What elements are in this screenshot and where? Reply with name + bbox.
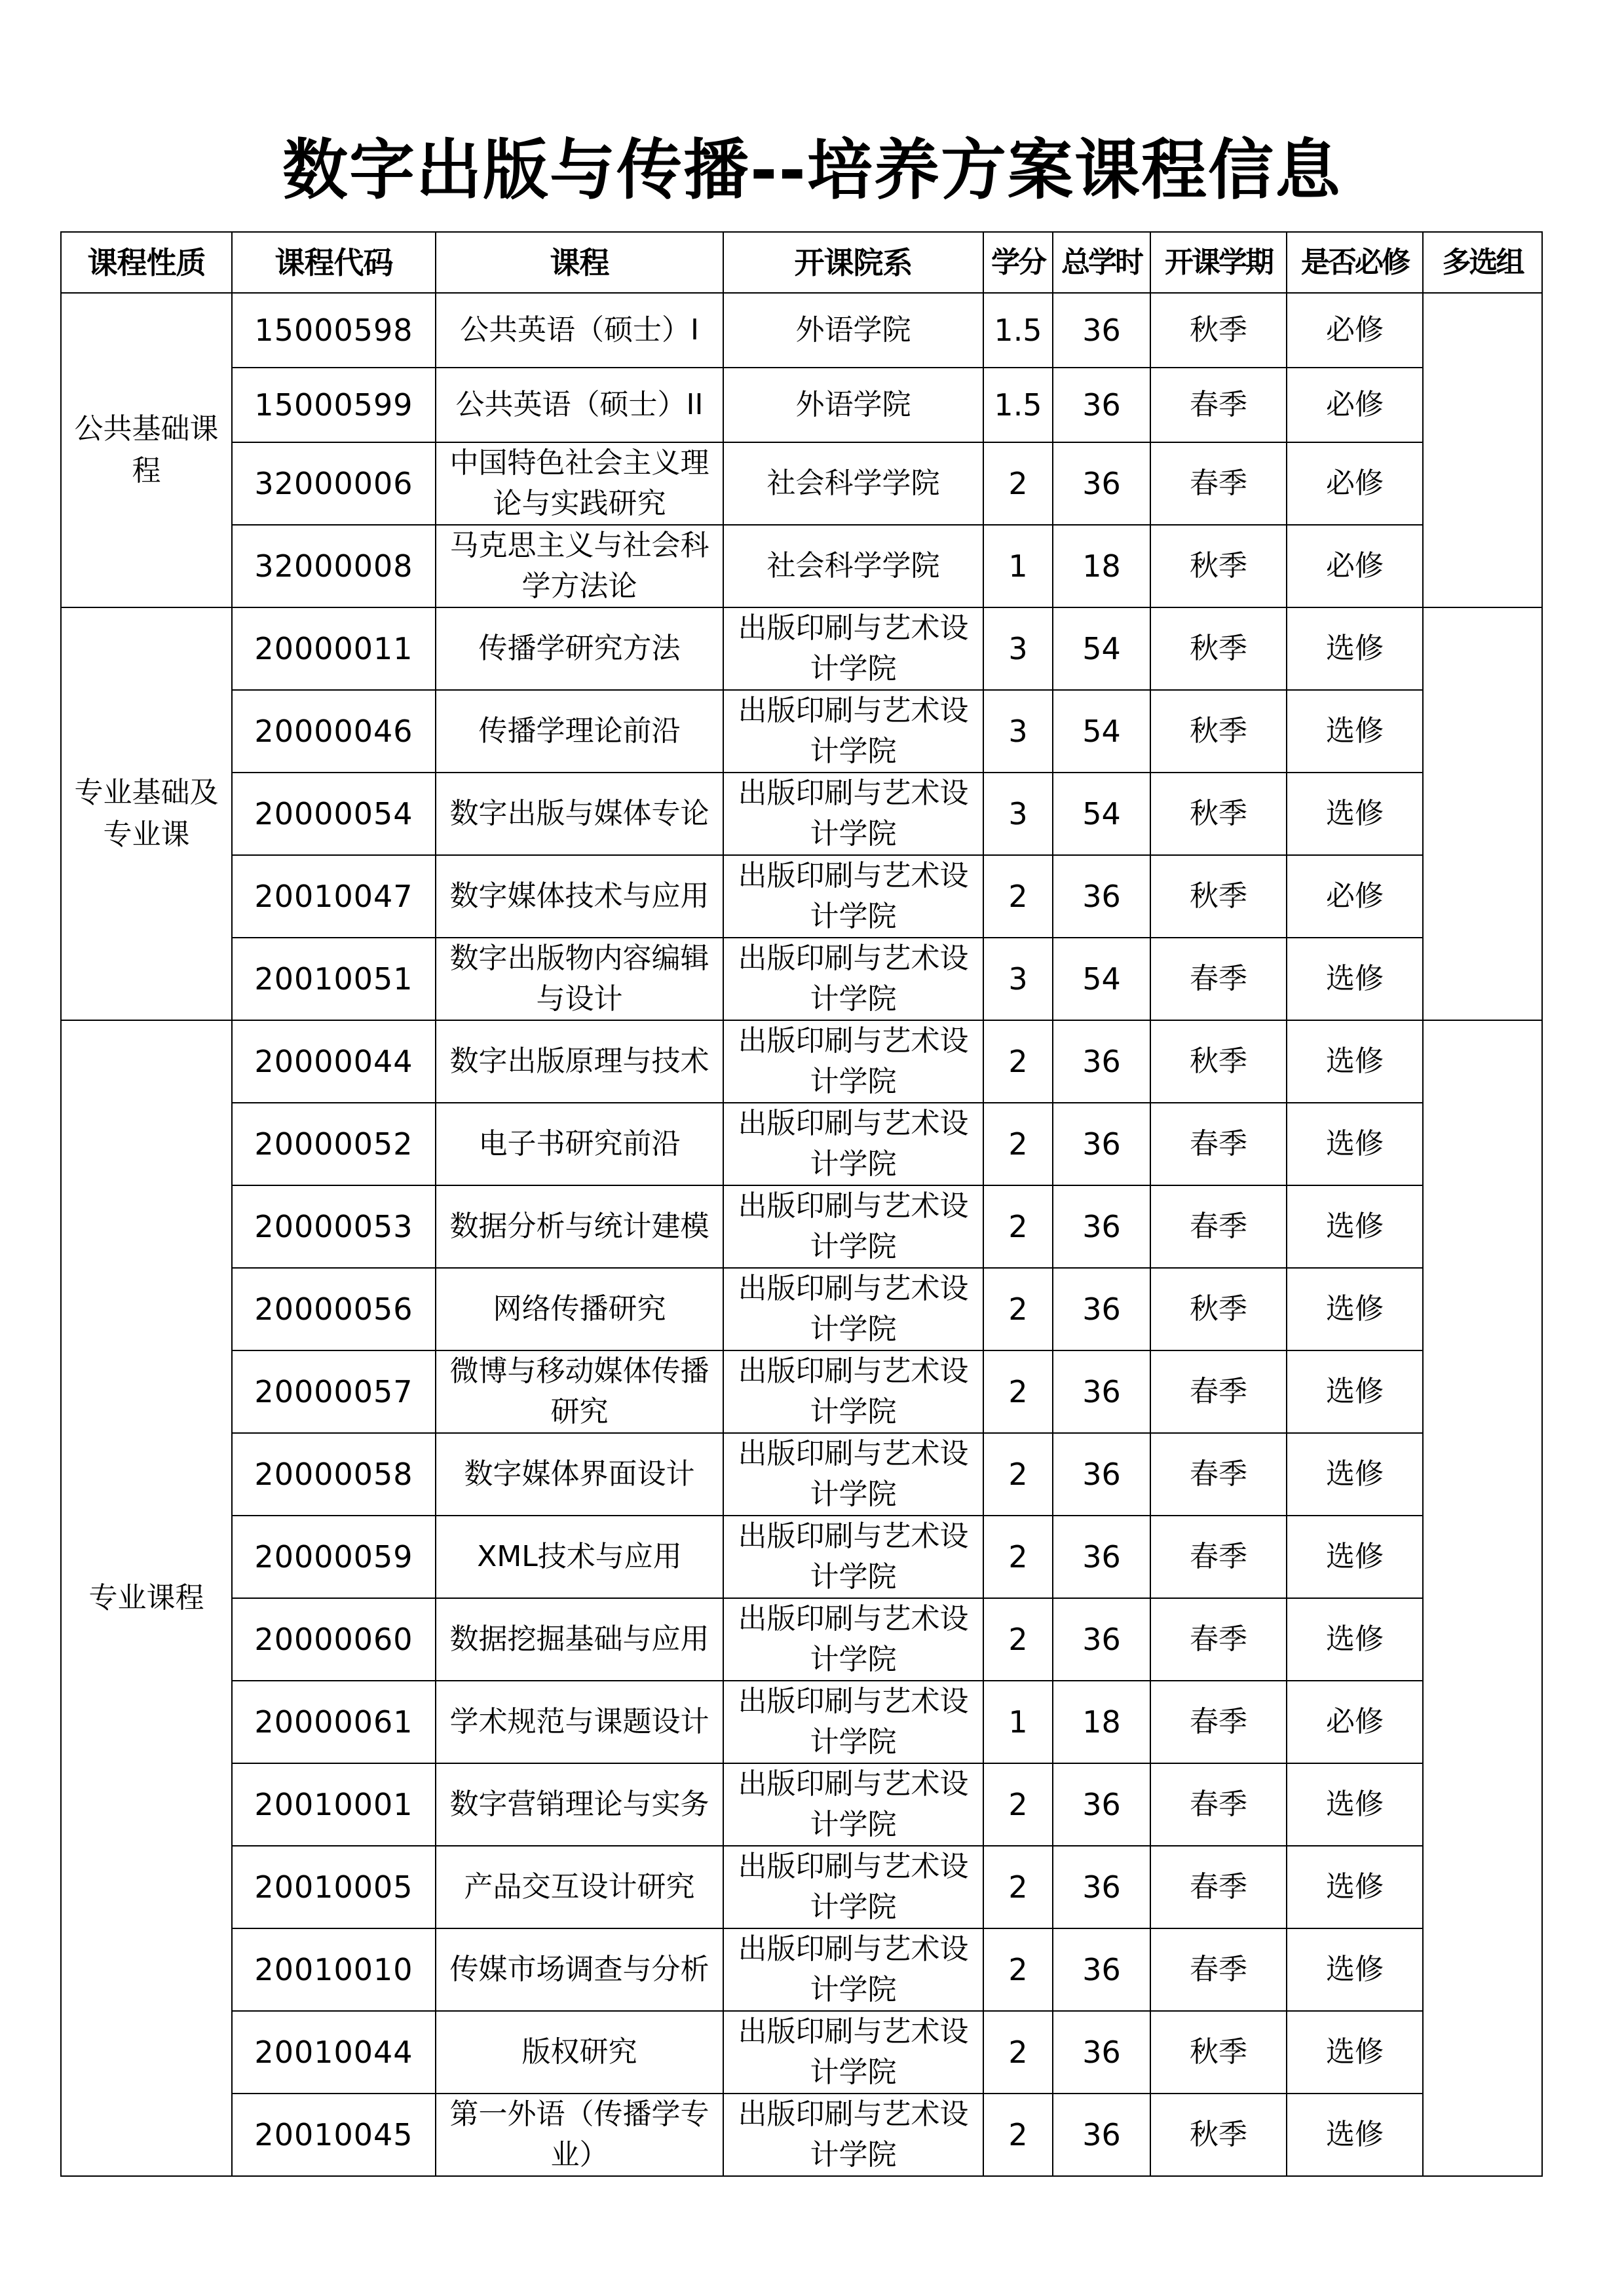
course-required: 选修 bbox=[1287, 1598, 1423, 1681]
course-term: 秋季 bbox=[1150, 525, 1287, 607]
course-credit: 2 bbox=[983, 1020, 1053, 1103]
table-row bbox=[61, 293, 1542, 368]
course-credit: 2 bbox=[983, 1516, 1053, 1598]
course-name: 数字营销理论与实务 bbox=[436, 1763, 723, 1846]
table-row bbox=[61, 368, 1542, 442]
course-name: 网络传播研究 bbox=[436, 1268, 723, 1350]
course-required: 选修 bbox=[1287, 1846, 1423, 1928]
course-required: 必修 bbox=[1287, 525, 1423, 607]
course-term: 秋季 bbox=[1150, 1020, 1287, 1103]
course-hours: 36 bbox=[1053, 442, 1150, 525]
course-code: 20000046 bbox=[232, 690, 436, 773]
course-code: 15000598 bbox=[232, 293, 436, 368]
course-hours: 54 bbox=[1053, 938, 1150, 1020]
multi-select-group bbox=[1423, 1020, 1542, 2176]
course-department: 出版印刷与艺术设计学院 bbox=[723, 1681, 983, 1763]
course-department: 出版印刷与艺术设计学院 bbox=[723, 2011, 983, 2094]
course-credit: 2 bbox=[983, 1185, 1053, 1268]
course-hours: 36 bbox=[1053, 2094, 1150, 2176]
course-department: 出版印刷与艺术设计学院 bbox=[723, 1598, 983, 1681]
table-row bbox=[61, 607, 1542, 690]
course-name: 产品交互设计研究 bbox=[436, 1846, 723, 1928]
course-department: 出版印刷与艺术设计学院 bbox=[723, 1928, 983, 2011]
course-department: 出版印刷与艺术设计学院 bbox=[723, 1433, 983, 1516]
course-credit: 2 bbox=[983, 1268, 1053, 1350]
course-hours: 54 bbox=[1053, 690, 1150, 773]
course-term: 春季 bbox=[1150, 1516, 1287, 1598]
table-row bbox=[61, 1433, 1542, 1516]
course-term: 春季 bbox=[1150, 1763, 1287, 1846]
header-hours: 总学时 bbox=[1053, 232, 1150, 293]
course-department: 外语学院 bbox=[723, 293, 983, 368]
course-name: 数字媒体界面设计 bbox=[436, 1433, 723, 1516]
course-term: 秋季 bbox=[1150, 2011, 1287, 2094]
header-code: 课程代码 bbox=[232, 232, 436, 293]
course-code: 20000053 bbox=[232, 1185, 436, 1268]
course-code: 20010010 bbox=[232, 1928, 436, 2011]
course-code: 20010044 bbox=[232, 2011, 436, 2094]
course-required: 选修 bbox=[1287, 1350, 1423, 1433]
course-credit: 1 bbox=[983, 1681, 1053, 1763]
table-row bbox=[61, 1103, 1542, 1185]
course-name: 第一外语（传播学专业） bbox=[436, 2094, 723, 2176]
course-hours: 18 bbox=[1053, 525, 1150, 607]
course-required: 必修 bbox=[1287, 1681, 1423, 1763]
course-hours: 36 bbox=[1053, 2011, 1150, 2094]
course-term: 秋季 bbox=[1150, 607, 1287, 690]
course-required: 选修 bbox=[1287, 2094, 1423, 2176]
table-row bbox=[61, 773, 1542, 855]
course-category: 公共基础课程 bbox=[61, 293, 232, 607]
course-name: 马克思主义与社会科学方法论 bbox=[436, 525, 723, 607]
course-required: 必修 bbox=[1287, 293, 1423, 368]
course-term: 春季 bbox=[1150, 1681, 1287, 1763]
multi-select-group bbox=[1423, 607, 1542, 1020]
page-title: 数字出版与传播--培养方案课程信息 bbox=[282, 132, 1342, 208]
course-credit: 2 bbox=[983, 1846, 1053, 1928]
course-code: 20000044 bbox=[232, 1020, 436, 1103]
course-name: 数字出版原理与技术 bbox=[436, 1020, 723, 1103]
header-row bbox=[61, 232, 1542, 293]
course-department: 社会科学学院 bbox=[723, 442, 983, 525]
course-hours: 36 bbox=[1053, 855, 1150, 938]
course-code: 20000061 bbox=[232, 1681, 436, 1763]
course-credit: 1 bbox=[983, 525, 1053, 607]
table-row bbox=[61, 1846, 1542, 1928]
course-required: 选修 bbox=[1287, 1763, 1423, 1846]
course-credit: 3 bbox=[983, 607, 1053, 690]
course-name: 数据挖掘基础与应用 bbox=[436, 1598, 723, 1681]
course-department: 出版印刷与艺术设计学院 bbox=[723, 855, 983, 938]
course-credit: 2 bbox=[983, 2094, 1053, 2176]
course-term: 秋季 bbox=[1150, 855, 1287, 938]
course-required: 选修 bbox=[1287, 1928, 1423, 2011]
header-group: 多选组 bbox=[1423, 232, 1542, 293]
course-required: 选修 bbox=[1287, 2011, 1423, 2094]
course-term: 春季 bbox=[1150, 1103, 1287, 1185]
course-department: 出版印刷与艺术设计学院 bbox=[723, 1763, 983, 1846]
course-code: 32000008 bbox=[232, 525, 436, 607]
course-credit: 3 bbox=[983, 773, 1053, 855]
table-row bbox=[61, 1681, 1542, 1763]
course-name: 数字媒体技术与应用 bbox=[436, 855, 723, 938]
table-row bbox=[61, 855, 1542, 938]
course-department: 出版印刷与艺术设计学院 bbox=[723, 773, 983, 855]
course-required: 选修 bbox=[1287, 1185, 1423, 1268]
course-term: 春季 bbox=[1150, 1185, 1287, 1268]
course-hours: 54 bbox=[1053, 773, 1150, 855]
course-credit: 3 bbox=[983, 690, 1053, 773]
course-code: 15000599 bbox=[232, 368, 436, 442]
course-name: XML技术与应用 bbox=[436, 1516, 723, 1598]
header-department: 开课院系 bbox=[723, 232, 983, 293]
course-code: 20000059 bbox=[232, 1516, 436, 1598]
course-code: 20010001 bbox=[232, 1763, 436, 1846]
course-department: 出版印刷与艺术设计学院 bbox=[723, 1846, 983, 1928]
course-term: 秋季 bbox=[1150, 690, 1287, 773]
course-category: 专业课程 bbox=[61, 1020, 232, 2176]
course-term: 秋季 bbox=[1150, 2094, 1287, 2176]
table-row bbox=[61, 1350, 1542, 1433]
course-credit: 2 bbox=[983, 1350, 1053, 1433]
course-hours: 18 bbox=[1053, 1681, 1150, 1763]
course-required: 选修 bbox=[1287, 938, 1423, 1020]
course-term: 秋季 bbox=[1150, 293, 1287, 368]
course-department: 社会科学学院 bbox=[723, 525, 983, 607]
course-credit: 2 bbox=[983, 1433, 1053, 1516]
table-row bbox=[61, 2094, 1542, 2176]
course-term: 春季 bbox=[1150, 1598, 1287, 1681]
course-department: 出版印刷与艺术设计学院 bbox=[723, 2094, 983, 2176]
table-row bbox=[61, 1268, 1542, 1350]
course-credit: 2 bbox=[983, 442, 1053, 525]
course-department: 出版印刷与艺术设计学院 bbox=[723, 690, 983, 773]
course-hours: 36 bbox=[1053, 293, 1150, 368]
course-code: 20000054 bbox=[232, 773, 436, 855]
table-row bbox=[61, 690, 1542, 773]
course-department: 出版印刷与艺术设计学院 bbox=[723, 938, 983, 1020]
course-hours: 36 bbox=[1053, 1020, 1150, 1103]
course-term: 春季 bbox=[1150, 368, 1287, 442]
course-code: 20010045 bbox=[232, 2094, 436, 2176]
course-name: 版权研究 bbox=[436, 2011, 723, 2094]
course-term: 春季 bbox=[1150, 1928, 1287, 2011]
course-name: 公共英语（硕士）I bbox=[436, 293, 723, 368]
course-code: 20000052 bbox=[232, 1103, 436, 1185]
course-term: 春季 bbox=[1150, 1846, 1287, 1928]
multi-select-group bbox=[1423, 293, 1542, 607]
table-row bbox=[61, 1598, 1542, 1681]
table-row bbox=[61, 1516, 1542, 1598]
course-hours: 36 bbox=[1053, 1846, 1150, 1928]
course-code: 20000057 bbox=[232, 1350, 436, 1433]
course-term: 春季 bbox=[1150, 938, 1287, 1020]
course-credit: 2 bbox=[983, 855, 1053, 938]
course-credit: 3 bbox=[983, 938, 1053, 1020]
course-code: 20000056 bbox=[232, 1268, 436, 1350]
course-term: 春季 bbox=[1150, 442, 1287, 525]
course-hours: 36 bbox=[1053, 368, 1150, 442]
course-name: 数字出版物内容编辑与设计 bbox=[436, 938, 723, 1020]
course-name: 传媒市场调查与分析 bbox=[436, 1928, 723, 2011]
course-department: 出版印刷与艺术设计学院 bbox=[723, 1350, 983, 1433]
header-term: 开课学期 bbox=[1150, 232, 1287, 293]
course-hours: 54 bbox=[1053, 607, 1150, 690]
course-required: 必修 bbox=[1287, 442, 1423, 525]
course-required: 选修 bbox=[1287, 1516, 1423, 1598]
course-hours: 36 bbox=[1053, 1516, 1150, 1598]
table-row bbox=[61, 1020, 1542, 1103]
course-hours: 36 bbox=[1053, 1433, 1150, 1516]
course-credit: 2 bbox=[983, 2011, 1053, 2094]
course-department: 出版印刷与艺术设计学院 bbox=[723, 1185, 983, 1268]
table-row bbox=[61, 1763, 1542, 1846]
course-required: 选修 bbox=[1287, 607, 1423, 690]
course-department: 出版印刷与艺术设计学院 bbox=[723, 1020, 983, 1103]
course-code: 20010005 bbox=[232, 1846, 436, 1928]
course-table bbox=[60, 231, 1543, 2177]
course-department: 出版印刷与艺术设计学院 bbox=[723, 607, 983, 690]
course-credit: 1.5 bbox=[983, 293, 1053, 368]
course-code: 20000058 bbox=[232, 1433, 436, 1516]
course-required: 选修 bbox=[1287, 1433, 1423, 1516]
course-department: 出版印刷与艺术设计学院 bbox=[723, 1516, 983, 1598]
course-code: 20010051 bbox=[232, 938, 436, 1020]
table-row bbox=[61, 938, 1542, 1020]
course-hours: 36 bbox=[1053, 1598, 1150, 1681]
course-name: 数据分析与统计建模 bbox=[436, 1185, 723, 1268]
course-required: 选修 bbox=[1287, 1103, 1423, 1185]
course-hours: 36 bbox=[1053, 1268, 1150, 1350]
course-term: 春季 bbox=[1150, 1433, 1287, 1516]
course-department: 外语学院 bbox=[723, 368, 983, 442]
course-name: 微博与移动媒体传播研究 bbox=[436, 1350, 723, 1433]
course-required: 必修 bbox=[1287, 855, 1423, 938]
header-required: 是否必修 bbox=[1287, 232, 1423, 293]
course-category: 专业基础及专业课 bbox=[61, 607, 232, 1020]
course-credit: 1.5 bbox=[983, 368, 1053, 442]
course-credit: 2 bbox=[983, 1598, 1053, 1681]
course-required: 选修 bbox=[1287, 1020, 1423, 1103]
table-row bbox=[61, 525, 1542, 607]
course-credit: 2 bbox=[983, 1928, 1053, 2011]
course-hours: 36 bbox=[1053, 1350, 1150, 1433]
course-name: 传播学理论前沿 bbox=[436, 690, 723, 773]
header-category: 课程性质 bbox=[61, 232, 232, 293]
course-hours: 36 bbox=[1053, 1763, 1150, 1846]
header-credit: 学分 bbox=[983, 232, 1053, 293]
course-term: 秋季 bbox=[1150, 773, 1287, 855]
course-required: 必修 bbox=[1287, 368, 1423, 442]
course-required: 选修 bbox=[1287, 690, 1423, 773]
course-hours: 36 bbox=[1053, 1103, 1150, 1185]
course-department: 出版印刷与艺术设计学院 bbox=[723, 1103, 983, 1185]
course-hours: 36 bbox=[1053, 1928, 1150, 2011]
course-name: 数字出版与媒体专论 bbox=[436, 773, 723, 855]
course-name: 传播学研究方法 bbox=[436, 607, 723, 690]
course-name: 中国特色社会主义理论与实践研究 bbox=[436, 442, 723, 525]
course-code: 20000011 bbox=[232, 607, 436, 690]
course-department: 出版印刷与艺术设计学院 bbox=[723, 1268, 983, 1350]
table-row bbox=[61, 442, 1542, 525]
course-hours: 36 bbox=[1053, 1185, 1150, 1268]
course-term: 秋季 bbox=[1150, 1268, 1287, 1350]
course-code: 32000006 bbox=[232, 442, 436, 525]
course-credit: 2 bbox=[983, 1763, 1053, 1846]
header-course: 课程 bbox=[436, 232, 723, 293]
course-required: 选修 bbox=[1287, 1268, 1423, 1350]
table-row bbox=[61, 2011, 1542, 2094]
course-term: 春季 bbox=[1150, 1350, 1287, 1433]
course-credit: 2 bbox=[983, 1103, 1053, 1185]
course-name: 公共英语（硕士）II bbox=[436, 368, 723, 442]
table-row bbox=[61, 1928, 1542, 2011]
course-code: 20010047 bbox=[232, 855, 436, 938]
course-name: 学术规范与课题设计 bbox=[436, 1681, 723, 1763]
course-code: 20000060 bbox=[232, 1598, 436, 1681]
course-name: 电子书研究前沿 bbox=[436, 1103, 723, 1185]
course-required: 选修 bbox=[1287, 773, 1423, 855]
table-row bbox=[61, 1185, 1542, 1268]
